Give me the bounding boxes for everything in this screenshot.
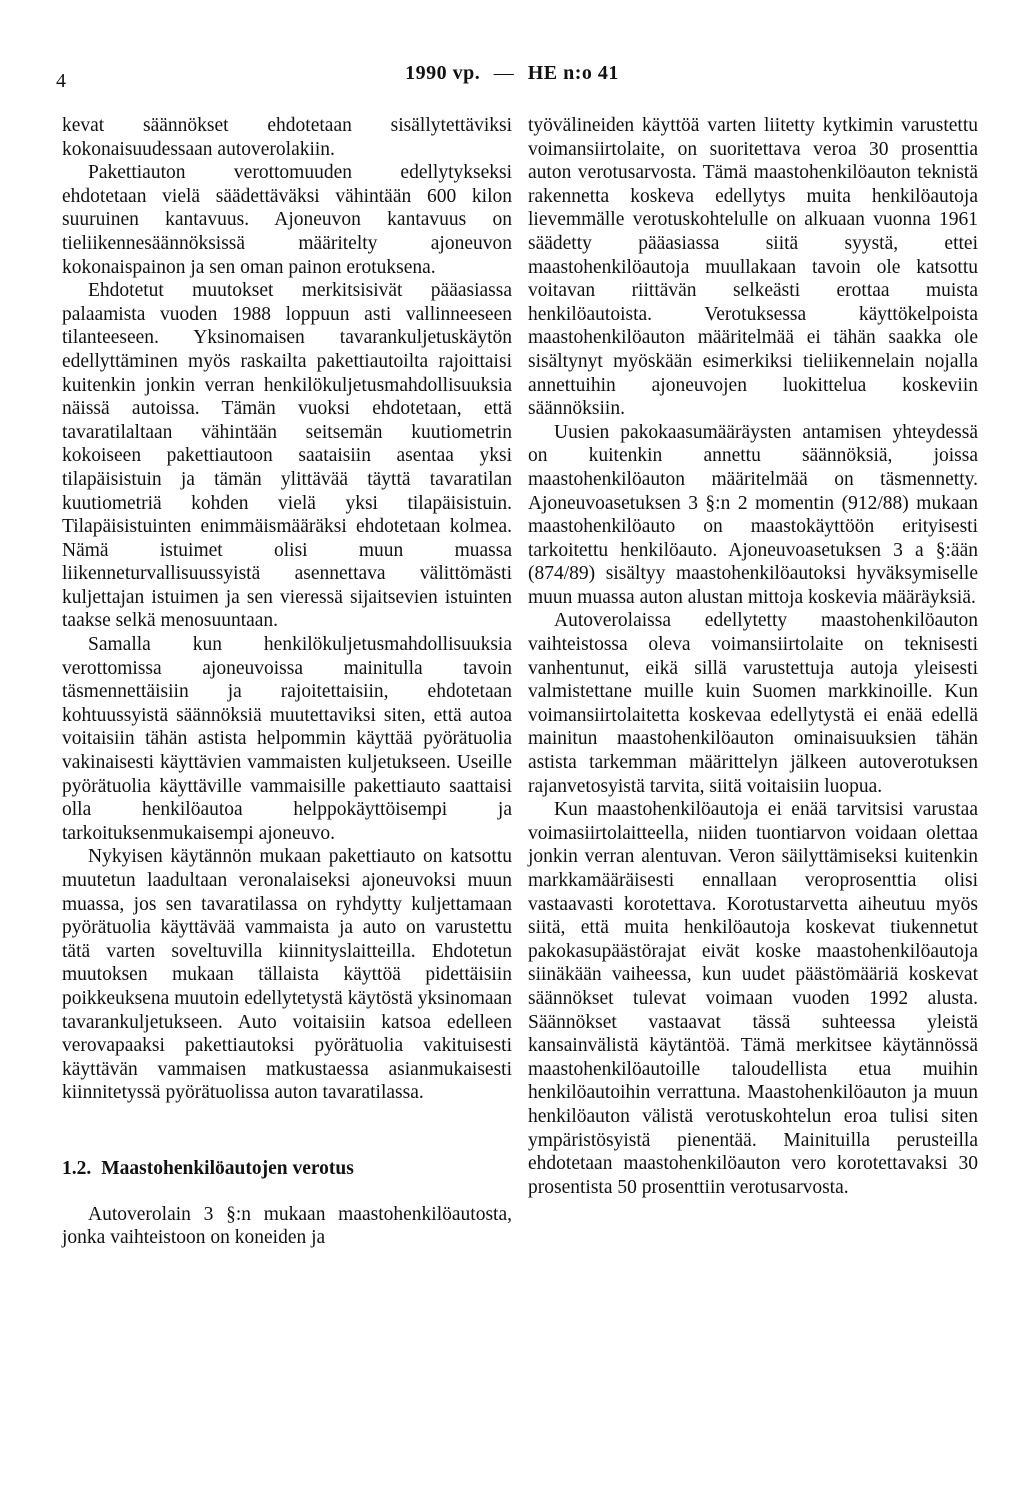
right-column	[528, 114, 978, 1199]
paragraph: Samalla kun henkilökuljetusmahdollisuuksia verottomissa ajoneuvoissa mainitulla tavoin täsmennettäisiin ja rajoitettaisiin, ehdotetaan kohtuussyistä säännöksiä muutettaviksi siten, että autoa voitaisiin tähän astista helpommin käyttää pyörätuolia vakinaisesti käyttävien vammaisten kuljetukseen. Useille pyörätuolia käyttäville vammaisille pakettiauto saattaisi olla henkilöautoa helppokäyttöisempi ja tarkoituksenmukaisempi ajoneuvo.	[62, 634, 512, 844]
document-id: HE n:o 41	[527, 62, 619, 84]
paragraph: Nykyisen käytännön mukaan pakettiauto on katsottu muutetun laadultaan veronalaiseksi ajoneuvoksi muun muassa, jos sen tavaratilassa on ryhdytty kuljettamaan pyörätuolia käyttävää vammaista ja auto on varustettu tätä varten soveltuvilla kiinnityslaitteilla. Ehdotetun muutoksen mukaan tällaista käyttöä pidettäisiin poikkeuksena muutoin edellytetystä käytöstä yksinomaan tavarankuljetukseen. Auto voitaisiin katsoa edelleen verovapaaksi pakettiautoksi pyörätuolia vakituisesti käyttävän vammaisen matkustaessa asianmukaisesti kiinnitetyssä pyörätuolissa auton tavaratilassa.	[62, 846, 512, 1104]
running-head	[0, 62, 1024, 85]
paragraph: Pakettiauton verottomuuden edellytykseksi ehdotetaan vielä säädettäväksi vähintään 600 kilon suuruinen kantavuus. Ajoneuvon kantavuus on tieliikennesäännöksissä määritelty ajoneuvon kokonaispainon ja sen oman painon erotuksena.	[62, 162, 512, 278]
page-number: 4	[56, 70, 66, 92]
paragraph: Autoverolain 3 §:n mukaan maastohenkilöautosta, jonka vaihteistoon on koneiden ja	[62, 1203, 512, 1249]
left-column	[62, 114, 512, 1250]
section-title: Maastohenkilöautojen verotus	[101, 1157, 354, 1179]
section-heading	[62, 1157, 512, 1181]
paragraph: kevat säännökset ehdotetaan sisällytettäviksi kokonaisuudessaan autoverolakiin.	[62, 115, 512, 160]
paragraph: Kun maastohenkilöautoja ei enää tarvitsisi varustaa voimasiirtolaitteella, niiden tuontiarvon voidaan olettaa jonkin verran alentuvan. Veron säilyttämiseksi kuitenkin markkamääräisesti ennallaan veroprosenttia olisi vastaavasti korotettava. Korotustarvetta aiheutuu myös siitä, että muita henkilöautoja koskevat tiukennetut pakokasupäästörajat eivät koske maastohenkilöautoja siinäkään vaiheessa, kun uudet päästömääriä koskevat säännökset tulevat voimaan vuoden 1992 alusta. Säännökset vastaavat tässä suhteessa yleistä kansainvälistä käytäntöä. Tämä merkitsee käytännössä maastohenkilöautoille taloudellista etua muihin henkilöautoihin verrattuna. Maastohenkilöauton ja muun henkilöauton välistä verotuskohtelun eroa tulisi siten ympäristösyistä pienentää. Mainituilla perusteilla ehdotetaan maastohenkilöauton vero korotettavaksi 30 prosentista 50 prosenttiin verotusarvosta.	[528, 799, 978, 1198]
header-dash: —	[493, 62, 515, 84]
paragraph: Ehdotetut muutokset merkitsisivät pääasiassa palaamista vuoden 1988 loppuun asti vallinneeseen tilanteeseen. Yksinomaisen tavarankuljetuskäytön edellyttäminen myös raskailta pakettiautoilta rajoittaisi kuitenkin jonkin verran henkilökuljetusmahdollisuuksia näissä autoissa. Tämän vuoksi ehdotetaan, että tavaratilaltaan vähintään seitsemän kuutiometrin kokoiseen pakettiautoon saataisiin asentaa yksi tilapäisistuin ja tämän ylittävää täyttä tavaratilan kuutiometriä kohden vielä yksi tilapäisistuin. Tilapäisistuinten enimmäismääräksi ehdotetaan kolmea. Nämä istuimet olisi muun muassa liikenneturvallisuussyistä asennettava välittömästi kuljettajan istuimen ja sen vieressä sijaitsevien istuinten taakse selkä menosuuntaan.	[62, 280, 512, 632]
paragraph: Uusien pakokaasumääräysten antamisen yhteydessä on kuitenkin annettu säännöksiä, joissa maastohenkilöauton määritelmää on täsmennetty. Ajoneuvoasetuksen 3 §:n 2 momentin (912/88) mukaan maastohenkilöauto on maastokäyttöön erityisesti tarkoitettu henkilöauto. Ajoneuvoasetuksen 3 a §:ään (874/89) sisältyy maastohenkilöautoksi hyväksymiselle muun muassa auton alustan mittoja koskevia määräyksiä.	[528, 421, 978, 608]
paragraph: Autoverolaissa edellytetty maastohenkilöauton vaihteistossa oleva voimansiirtolaite on teknisesti vanhentunut, eikä sillä varustettuja autoja yleisesti valmistettane muille kuin Suomen markkinoille. Kun voimansiirtolaitetta koskevaa edellytystä ei enää edellä mainitun maastohenkilöauton ominaisuuksien tähän astista tarkemman määrittelyn jälkeen autoverotuksen rajanvetosyistä tarvita, siitä voitaisiin luopua.	[528, 610, 978, 797]
session-year: 1990 vp.	[405, 62, 481, 84]
paragraph: työvälineiden käyttöä varten liitetty kytkimin varustettu voimansiirtolaite, on suoritettava veroa 30 prosenttia auton verotusarvosta. Tämä maastohenkilöauton teknistä rakennetta koskeva edellytys muita henkilöautoja lievemmälle verotuskohtelulle on alkuaan vuonna 1961 säädetty pääasiassa siitä syystä, ettei maastohenkilöautoja muullakaan tavoin ole katsottu voitavan riittävän selkeästi erottaa muista henkilöautoista. Verotuksessa käyttökelpoista maastohenkilöauton määritelmää ei tähän saakka ole sisältynyt myöskään esimerkiksi tieliikennelain nojalla annettuihin ajoneuvojen luokittelua koskeviin säännöksiin.	[528, 115, 978, 420]
section-number: 1.2.	[62, 1157, 92, 1179]
